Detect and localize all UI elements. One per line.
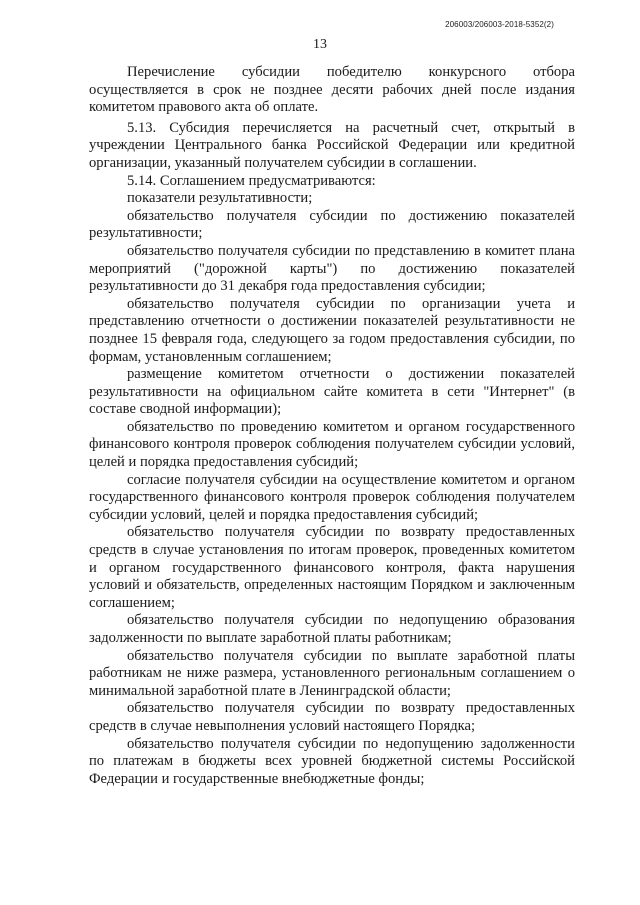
paragraph-5-14: 5.14. Соглашением предусматриваются:: [127, 172, 376, 189]
list-item-inspections-consent: согласие получателя субсидии на осуществление комитетом и органом государственного финансового контроля проверок соблюдения получателем субсидии условий, целей и порядка предоставления субсидий;: [89, 471, 575, 523]
paragraph-subsidy-transfer-term: Перечисление субсидии победителю конкурсного отбора осуществляется в срок не позднее десяти рабочих дней после издания комитетом правового акта об оплате.: [89, 64, 575, 116]
document-code: 206003/206003-2018-5352(2): [445, 20, 554, 29]
list-item-publication: размещение комитетом отчетности о достижении показателей результативности на официальном сайте комитета в сети "Интернет" (в составе сводной информации);: [89, 366, 575, 418]
list-item-minimum-wage: обязательство получателя субсидии по выплате заработной платы работникам не ниже размера, установленного региональным соглашением о минимальной заработной плате в Ленинградской области;: [89, 647, 575, 699]
list-item-refund-on-nonfulfillment: обязательство получателя субсидии по возврату предоставленных средств в случае невыполнения условий настоящего Порядка;: [89, 700, 575, 734]
document-body: [89, 64, 575, 788]
list-item-inspections-obligation: обязательство по проведению комитетом и органом государственного финансового контроля проверок соблюдения получателем субсидии условий, целей и порядка предоставления субсидий;: [89, 418, 575, 471]
page-number: 13: [313, 37, 327, 52]
list-item-achieve-indicators: обязательство получателя субсидии по достижению показателей результативности;: [89, 207, 575, 242]
list-item-roadmap: обязательство получателя субсидии по представлению в комитет плана мероприятий ("дорожной карты") по достижению показателей результативности до 31 декабря года предоставления субсидии;: [89, 242, 575, 295]
list-item-performance-indicators: показатели результативности;: [127, 190, 313, 207]
list-item-no-budget-debt: обязательство получателя субсидии по недопущению задолженности по платежам в бюджеты всех уровней бюджетной системы Российской Федерации и государственные внебюджетные фонды;: [89, 735, 575, 787]
list-item-refund-on-violation: обязательство получателя субсидии по возврату предоставленных средств в случае установления по итогам проверок, проведенных комитетом и органом государственного финансового контроля, факта нарушения условий и обязательств, определенных настоящим Порядком и заключенным соглашением;: [89, 524, 575, 611]
list-item-reporting: обязательство получателя субсидии по организации учета и представлению отчетности о достижении показателей результативности не позднее 15 февраля года, следующего за годом предоставления субсидии, по формам, установленным соглашением;: [89, 295, 575, 365]
paragraph-5-13: 5.13. Субсидия перечисляется на расчетный счет, открытый в учреждении Центрального банка Российской Федерации или кредитной организации, указанный получателем субсидии в соглашении.: [89, 119, 575, 171]
list-item-no-wage-arrears: обязательство получателя субсидии по недопущению образования задолженности по выплате заработной платы работникам;: [89, 612, 575, 646]
